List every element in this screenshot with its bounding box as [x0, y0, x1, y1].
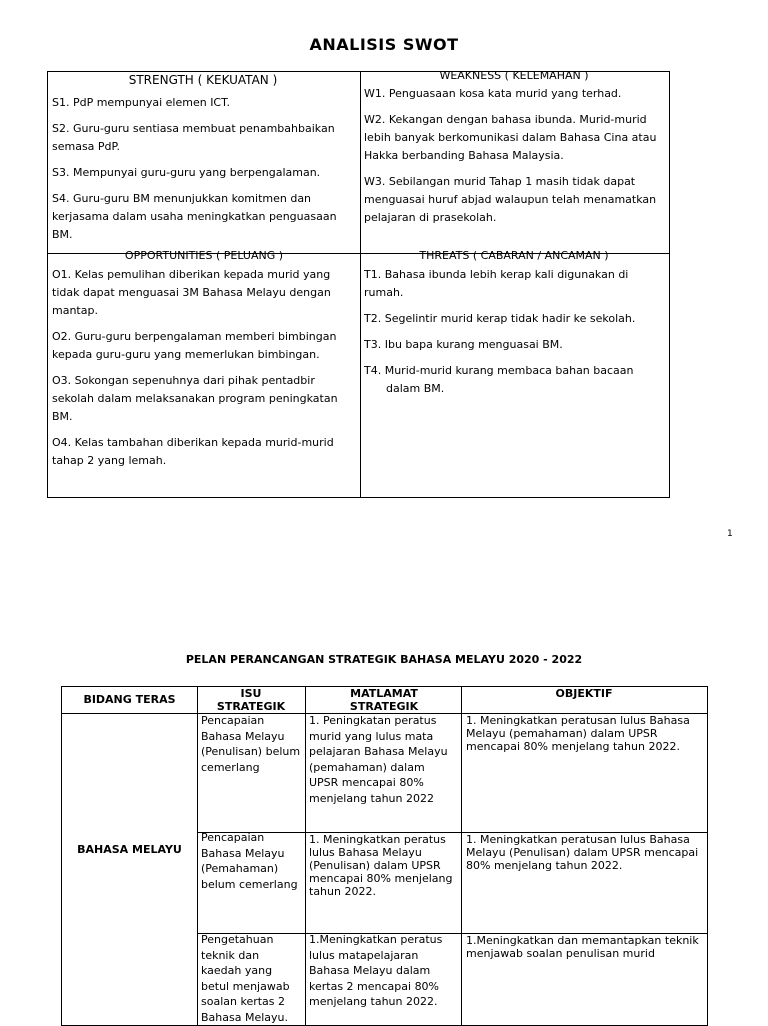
objektif-cell: 1.Meningkatkan dan memantapkan teknik menjawab soalan penulisan murid	[466, 934, 699, 960]
opportunities-item: O3. Sokongan sepenuhnya dari pihak pentadbir sekolah dalam melaksanakan program peningkatan BM.	[52, 374, 338, 423]
threats-item: T3. Ibu bapa kurang menguasai BM.	[364, 338, 563, 351]
opportunities-cell	[52, 250, 356, 478]
matlamat-cell: 1.Meningkatkan peratus lulus matapelajaran Bahasa Melayu dalam kertas 2 mencapai 80% menjelang tahun 2022.	[309, 933, 443, 1008]
strength-cell	[52, 72, 354, 252]
page-number: 1	[727, 529, 733, 539]
opportunities-heading: OPPORTUNITIES ( PELUANG )	[124, 249, 284, 262]
weakness-item: W1. Penguasaan kosa kata murid yang terhad.	[364, 87, 622, 100]
objektif-cell: 1. Meningkatkan peratusan lulus Bahasa Melayu (pemahaman) dalam UPSR mencapai 80% menjelang tahun 2022.	[466, 714, 690, 753]
isu-cell: Pencapaian Bahasa Melayu (Pemahaman) belum cemerlang	[201, 831, 298, 891]
plan-col-divider	[197, 687, 198, 1025]
header-isu-strategik: ISU STRATEGIK	[216, 687, 286, 713]
opportunities-item: O2. Guru-guru berpengalaman memberi bimbingan kepada guru-guru yang memerlukan bimbingan.	[52, 330, 337, 361]
weakness-heading: WEAKNESS ( KELEMAHAN )	[439, 69, 589, 82]
strength-item: S1. PdP mempunyai elemen ICT.	[52, 96, 231, 109]
objektif-cell: 1. Meningkatkan peratusan lulus Bahasa Melayu (Penulisan) dalam UPSR mencapai 80% menjelang tahun 2022.	[466, 833, 699, 872]
plan-col-divider	[305, 687, 306, 1025]
isu-cell: Pencapaian Bahasa Melayu (Penulisan) belum cemerlang	[201, 714, 301, 774]
page-title: ANALISIS SWOT	[309, 35, 459, 54]
opportunities-item: O1. Kelas pemulihan diberikan kepada murid yang tidak dapat menguasai 3M Bahasa Melayu dengan mantap.	[52, 268, 331, 317]
threats-item: T4. Murid-murid kurang membaca bahan bacaan dalam BM.	[364, 364, 634, 395]
swot-divider-vertical	[360, 72, 361, 497]
weakness-item: W3. Sebilangan murid Tahap 1 masih tidak dapat menguasai huruf abjad walaupun telah menamatkan pelajaran di prasekolah.	[364, 175, 657, 224]
strength-item: S3. Mempunyai guru-guru yang berpengalaman.	[52, 166, 321, 179]
threats-item: T2. Segelintir murid kerap tidak hadir ke sekolah.	[364, 312, 636, 325]
bidang-teras-value: BAHASA MELAYU	[77, 843, 182, 856]
matlamat-cell: 1. Meningkatkan peratus lulus Bahasa Melayu (Penulisan) dalam UPSR mencapai 80% menjelang tahun 2022.	[309, 833, 453, 898]
header-objektif: OBJEKTIF	[555, 687, 613, 700]
header-bidang-teras: BIDANG TERAS	[83, 693, 176, 706]
plan-table	[61, 686, 708, 1026]
threats-heading: THREATS ( CABARAN / ANCAMAN )	[419, 249, 609, 262]
opportunities-item: O4. Kelas tambahan diberikan kepada murid-murid tahap 2 yang lemah.	[52, 436, 334, 467]
matlamat-cell: 1. Peningkatan peratus murid yang lulus mata pelajaran Bahasa Melayu (pemahaman) dalam UPSR mencapai 80% menjelang tahun 2022	[309, 714, 448, 805]
header-matlamat-strategik: MATLAMAT STRATEGIK	[349, 687, 419, 713]
strength-item: S2. Guru-guru sentiasa membuat penambahbaikan semasa PdP.	[52, 122, 335, 153]
strength-item: S4. Guru-guru BM menunjukkan komitmen dan kerjasama dalam usaha meningkatkan penguasaan BM.	[52, 192, 337, 241]
weakness-item: W2. Kekangan dengan bahasa ibunda. Murid-murid lebih banyak berkomunikasi dalam Bahasa Cina atau Hakka berbanding Bahasa Malaysia.	[364, 113, 657, 162]
threats-item: T1. Bahasa ibunda lebih kerap kali digunakan di rumah.	[364, 268, 629, 299]
swot-table	[47, 71, 670, 498]
plan-col-divider	[461, 687, 462, 1025]
strength-heading: STRENGTH ( KEKUATAN )	[128, 73, 278, 87]
isu-cell: Pengetahuan teknik dan kaedah yang betul menjawab soalan kertas 2 Bahasa Melayu.	[201, 933, 290, 1024]
weakness-cell	[364, 69, 664, 235]
plan-title: PELAN PERANCANGAN STRATEGIK BAHASA MELAYU 2020 - 2022	[185, 653, 583, 666]
threats-cell	[364, 250, 664, 406]
